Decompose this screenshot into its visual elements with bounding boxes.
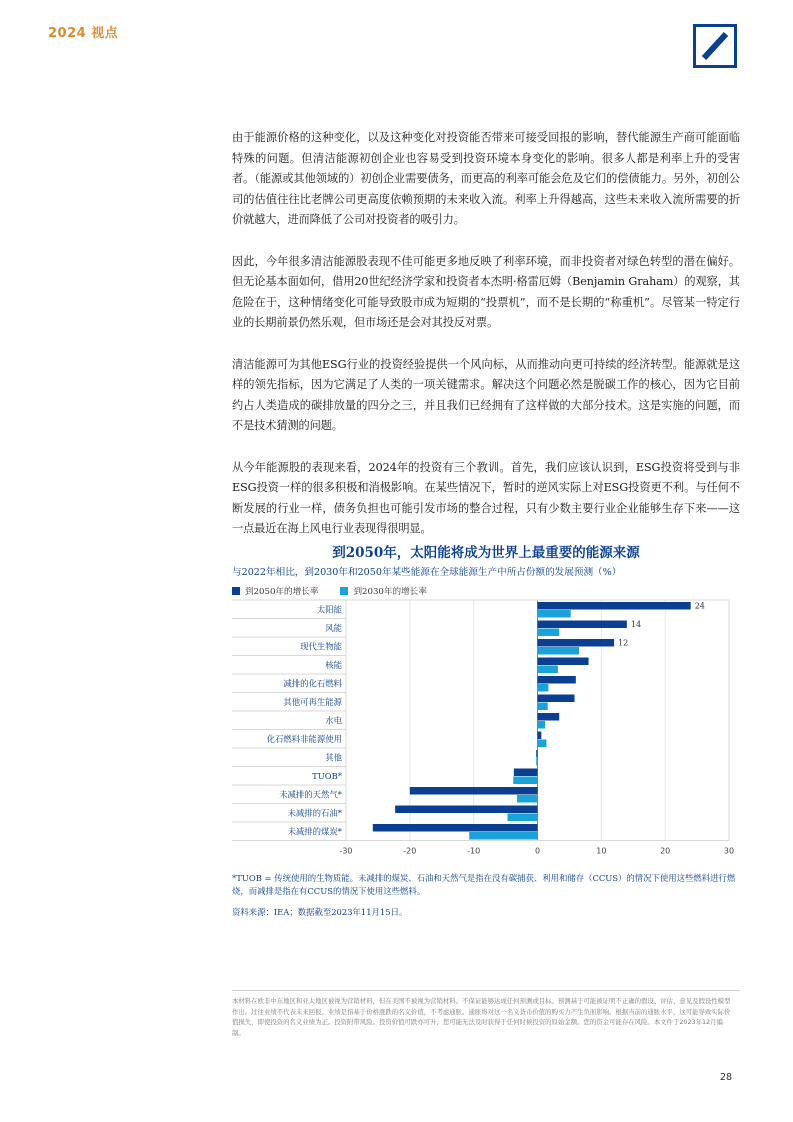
bar-2050 xyxy=(538,602,691,610)
category-label: 风能 xyxy=(325,622,342,633)
bar-2030 xyxy=(513,777,537,785)
bar-2030 xyxy=(517,795,537,803)
category-label: 核能 xyxy=(325,659,342,670)
bar-2030 xyxy=(536,758,537,766)
legend-swatch xyxy=(232,587,240,595)
category-label: 未减排的煤炭* xyxy=(287,826,342,837)
x-tick-label: 20 xyxy=(660,846,671,856)
bar-2050 xyxy=(536,750,537,758)
report-header-title: 2024 视点 xyxy=(48,26,119,41)
paragraph: 因此，今年很多清洁能源股表现不佳可能更多地反映了利率环境，而非投资者对绿色转型的潜在偏好。但无论基本面如何，借用20世纪经济学家和投资者本杰明·格雷厄姆（Benjamin Graham）的观察，其危险在于，这种情绪变化可能导致股市成为短期的“投票机”，而不是长期的“称重机”。尽管某一特定行业的长期前景仍然乐观，但市场还是会对其投反对票。 xyxy=(232,254,740,329)
chart-legend xyxy=(232,585,427,597)
paragraph: 清洁能源可为其他ESG行业的投资经验提供一个风向标，从而推动向更可持续的经济转型。能源就是这样的领先指标，因为它满足了人类的一项关键需求。解决这个问题必然是脱碳工作的核心，因为它目前约占人类造成的碳排放量的四分之三，并且我们已经拥有了这样做的大部分技术。这是实施的问题，而不是技术猜测的问题。 xyxy=(232,357,740,432)
bar-2050 xyxy=(538,695,575,703)
bar-2030 xyxy=(538,703,548,711)
category-label: 未减排的天然气* xyxy=(279,789,342,800)
chart-subtitle: 与2022年相比，到2030年和2050年某些能源在全球能源生产中所占份额的发展预测（%） xyxy=(232,567,622,578)
x-tick-label: 0 xyxy=(534,846,541,856)
legend-swatch xyxy=(340,587,348,595)
category-label: 其他可再生能源 xyxy=(283,696,342,707)
bar-2050 xyxy=(538,713,560,721)
data-label: 14 xyxy=(630,620,642,629)
bar-2030 xyxy=(507,814,537,822)
bar-2030 xyxy=(538,647,579,655)
x-tick-label: -20 xyxy=(403,846,417,856)
bar-2050 xyxy=(395,806,537,814)
bar-2050 xyxy=(373,824,538,832)
bar-2050 xyxy=(410,787,538,795)
category-label: 减排的化石燃料 xyxy=(283,678,342,689)
data-label: 12 xyxy=(618,638,629,648)
paragraph: 从今年能源股的表现来看，2024年的投资有三个教训。首先，我们应该认识到，ESG投资将受到与非ESG投资一样的很多积极和消极影响。在某些情况下，暂时的逆风实际上对ESG投资更不利。与任何不断发展的行业一样，债务负担也可能引发市场的整合过程，只有少数主要行业企业能够生存下来——这一点最近在海上风电行业表现得很明显。 xyxy=(232,460,740,535)
category-label: 未减排的石油* xyxy=(287,807,342,818)
bar-2050 xyxy=(514,769,538,777)
bar-2030 xyxy=(538,629,560,637)
category-label: TUOB* xyxy=(312,770,342,781)
category-label: 水电 xyxy=(325,715,342,726)
bar-2050 xyxy=(538,639,615,647)
bar-2030 xyxy=(469,832,537,840)
category-label: 化石燃料非能源使用 xyxy=(266,733,342,744)
bar-chart xyxy=(232,598,740,866)
bar-2030 xyxy=(538,740,547,748)
x-tick-label: 30 xyxy=(723,846,735,856)
legend-item-2030 xyxy=(340,585,426,597)
x-tick-label: -30 xyxy=(339,846,353,856)
chart-footnote: *TUOB = 传统使用的生物质能。未减排的煤炭、石油和天然气是指在没有碳捕获、利用和储存（CCUS）的情况下使用这些燃料进行燃烧，而减排是指在有CCUS的情况下使用这些燃料。 xyxy=(232,873,736,896)
chart-title: 到2050年，太阳能将成为世界上最重要的能源来源 xyxy=(332,545,640,561)
x-tick-label: -10 xyxy=(467,846,481,856)
category-label: 现代生物能 xyxy=(300,641,342,652)
bank-logo xyxy=(693,24,737,68)
bar-2030 xyxy=(538,666,558,674)
bar-2030 xyxy=(538,721,546,729)
x-tick-label: 10 xyxy=(596,846,607,856)
category-label: 其他 xyxy=(325,752,342,763)
legend-label: 到2030年的增长率 xyxy=(353,587,427,597)
divider xyxy=(232,990,740,991)
bar-2050 xyxy=(538,658,589,666)
legend-label: 到2050年的增长率 xyxy=(245,587,319,597)
legend-item-2050 xyxy=(232,585,318,597)
bar-2030 xyxy=(538,610,571,618)
disclaimer: 本材料在欧非中东地区和亚太地区被视为营销材料，但在美国不被视为营销材料。不保证能够达成任何预测或目标。预测基于可能被证明不正确的假设、评估、意见及假设性模型作出。过往业绩不代表未来回报。业绩是指基于价格涨跌的名义价值，不考虑通胀。通胀将对这一名义货币价值的购买力产生负面影响。根据当前的通胀水平，这可能导致实际价值损失，即使投资的名义业绩为正。投资附带风险。投资价值可跌亦可升，您可能无法及时获得于任何时候投资的原始金额。您的资金可能存在风险。本文件于2023年12月编制。 xyxy=(232,997,731,1037)
chart-source: 资料来源：IEA；数据截至2023年11月15日。 xyxy=(232,907,408,917)
bar-2050 xyxy=(538,621,627,629)
bar-2050 xyxy=(538,676,576,684)
category-label: 太阳能 xyxy=(316,604,342,615)
article-body xyxy=(232,128,740,561)
data-label: 24 xyxy=(694,601,705,611)
page-number: 28 xyxy=(720,1072,733,1083)
bar-2050 xyxy=(538,732,542,740)
bar-2030 xyxy=(538,684,549,692)
paragraph: 由于能源价格的这种变化，以及这种变化对投资能否带来可接受回报的影响，替代能源生产商可能面临特殊的问题。但清洁能源初创企业也容易受到投资环境本身变化的影响。很多人都是利率上升的受害者。（能源或其他领域的）初创企业需要债务，而更高的利率可能会危及它们的偿债能力。另外，初创公司的估值往往比老牌公司更高度依赖预期的未来收入流。利率上升得越高，这些未来收入流所需要的折价就越大，进而降低了公司对投资者的吸引力。 xyxy=(232,131,740,226)
